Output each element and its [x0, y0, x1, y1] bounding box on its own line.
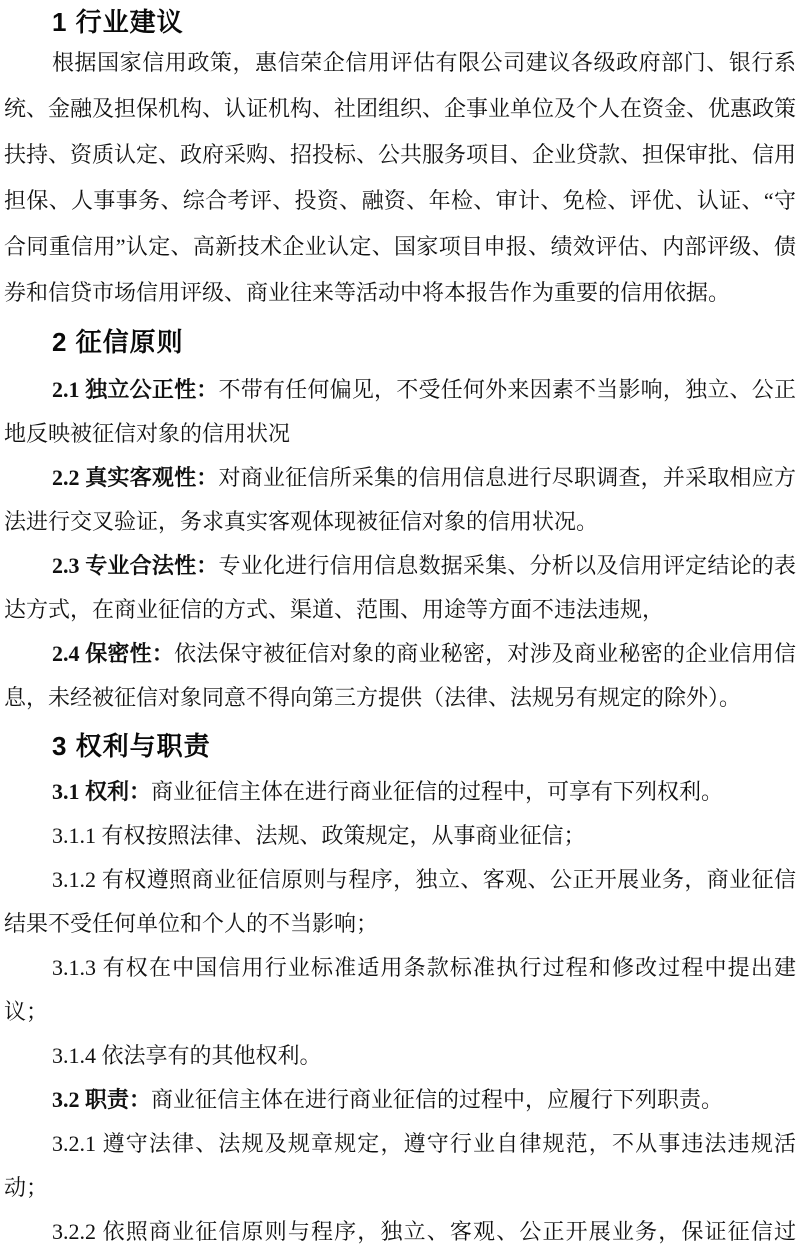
paragraph-principle-confidentiality	[4, 632, 796, 720]
principle-professional-legality-label: 2.3 专业合法性：	[52, 553, 219, 578]
paragraph-principle-professional-legality	[4, 544, 796, 632]
principle-confidentiality-text: 依法保守被征信对象的商业秘密，对涉及商业秘密的企业信用信息，未经被征信对象同意不得向第三方提供（法律、法规另有规定的除外）。	[4, 641, 796, 710]
paragraph-right-item-2: 3.1.2 有权遵照商业征信原则与程序，独立、客观、公正开展业务，商业征信结果不受任何单位和个人的不当影响；	[4, 867, 796, 936]
duties-intro-text: 商业征信主体在进行商业征信的过程中，应履行下列职责。	[151, 1087, 724, 1112]
paragraph-duty-item-1: 3.2.1 遵守法律、法规及规章规定，遵守行业自律规范，不从事违法违规活动；	[4, 1131, 796, 1200]
heading-industry-advice: 1 行业建议	[52, 7, 184, 37]
paragraph-duty-item-2-truncated: 3.2.2 依照商业征信原则与程序，独立、客观、公正开展业务，保证征信过	[52, 1219, 796, 1244]
paragraph-right-item-3: 3.1.3 有权在中国信用行业标准适用条款标准执行过程和修改过程中提出建议；	[4, 955, 796, 1024]
paragraph-rights-intro	[4, 770, 796, 814]
paragraph-principle-independence	[4, 368, 796, 456]
principle-objectivity-text: 对商业征信所采集的信用信息进行尽职调查，并采取相应方法进行交叉验证，务求真实客观体现被征信对象的信用状况。	[4, 465, 796, 534]
duties-label: 3.2 职责：	[52, 1087, 152, 1112]
heading-credit-principles: 2 征信原则	[52, 327, 184, 357]
rights-intro-text: 商业征信主体在进行商业征信的过程中，可享有下列权利。	[151, 779, 724, 804]
document-page	[0, 4, 800, 1247]
heading-rights-and-duties: 3 权利与职责	[52, 731, 211, 761]
principle-confidentiality-label: 2.4 保密性：	[52, 641, 175, 666]
paragraph-right-item-4: 3.1.4 依法享有的其他权利。	[52, 1043, 322, 1068]
paragraph-right-item-1: 3.1.1 有权按照法律、法规、政策规定，从事商业征信；	[52, 823, 586, 848]
paragraph-industry-advice: 根据国家信用政策，惠信荣企信用评估有限公司建议各级政府部门、银行系统、金融及担保机构、认证机构、社团组织、企事业单位及个人在资金、优惠政策扶持、资质认定、政府采购、招投标、公共服务项目、企业贷款、担保审批、信用担保、人事事务、综合考评、投资、融资、年检、审计、免检、评优、认证、“守合同重信用”认定、高新技术企业认定、国家项目申报、绩效评估、内部评级、债券和信贷市场信用评级、商业往来等活动中将本报告作为重要的信用依据。	[4, 50, 797, 305]
principle-independence-label: 2.1 独立公正性：	[52, 377, 219, 402]
principle-objectivity-label: 2.2 真实客观性：	[52, 465, 219, 490]
principle-professional-legality-text: 专业化进行信用信息数据采集、分析以及信用评定结论的表达方式，在商业征信的方式、渠道、范围、用途等方面不违法违规，	[4, 553, 796, 622]
principle-independence-text: 不带有任何偏见，不受任何外来因素不当影响，独立、公正地反映被征信对象的信用状况	[4, 377, 796, 446]
paragraph-duties-intro	[4, 1078, 796, 1122]
paragraph-principle-objectivity	[4, 456, 796, 544]
rights-label: 3.1 权利：	[52, 779, 152, 804]
